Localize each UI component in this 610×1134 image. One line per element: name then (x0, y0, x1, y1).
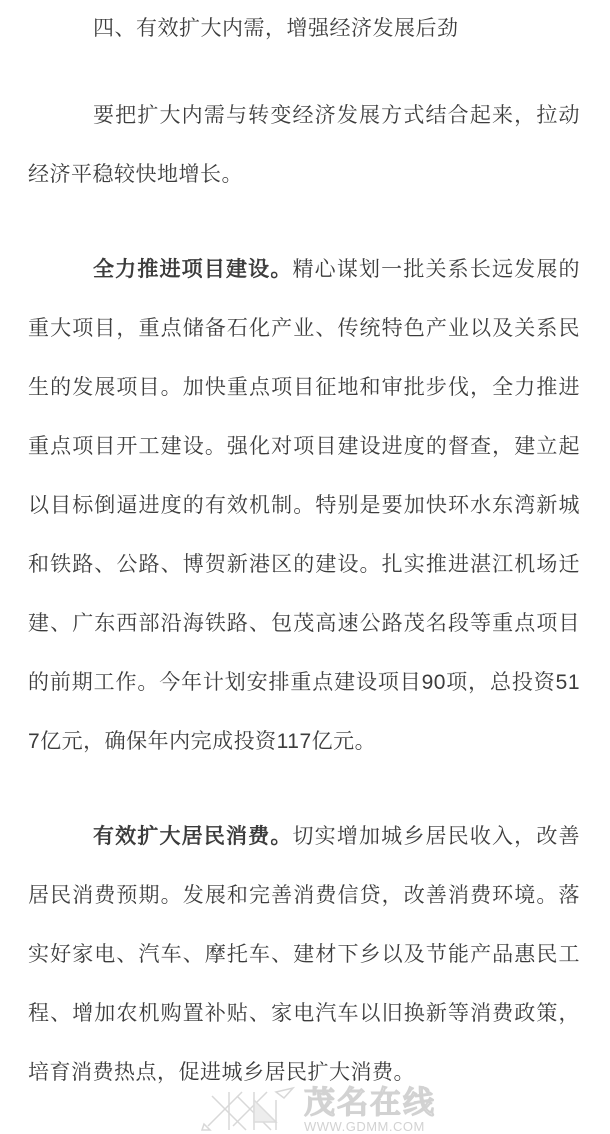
paragraph (28, 86, 580, 204)
section-heading: 四、有效扩大内需，增强经济发展后劲 (93, 17, 459, 40)
paragraph-text: 要把扩大内需与转变经济发展方式结合起来，拉动经济平稳较快地增长。 (28, 104, 580, 186)
paragraph (28, 807, 580, 1102)
paragraph-text: 切实增加城乡居民收入，改善居民消费预期。发展和完善消费信贷，改善消费环境。落实好家电、汽车、摩托车、建材下乡以及节能产品惠民工程、增加农机购置补贴、家电汽车以旧换新等消费政策，培育消费热点，促进城乡居民扩大消费。 (28, 825, 580, 1084)
watermark-site-url: WWW.GDMM.COM (304, 1119, 425, 1134)
paragraph (28, 240, 580, 771)
article-body (28, 86, 580, 1102)
paragraph-lead-bold: 有效扩大居民消费。 (93, 825, 293, 848)
paragraph-text: 精心谋划一批关系长远发展的重大项目，重点储备石化产业、传统特色产业以及关系民生的发展项目。加快重点项目征地和审批步伐，全力推进重点项目开工建设。强化对项目建设进度的督查，建立起以目标倒逼进度的有效机制。特别是要加快环水东湾新城和铁路、公路、博贺新港区的建设。扎实推进湛江机场迁建、广东西部沿海铁路、包茂高速公路茂名段等重点项目的前期工作。今年计划安排重点建设项目90项，总投资517亿元，确保年内完成投资117亿元。 (28, 258, 580, 753)
watermark-site-name: 茂名在线 (304, 1085, 436, 1120)
paragraph-lead-bold: 全力推进项目建设。 (93, 258, 293, 281)
